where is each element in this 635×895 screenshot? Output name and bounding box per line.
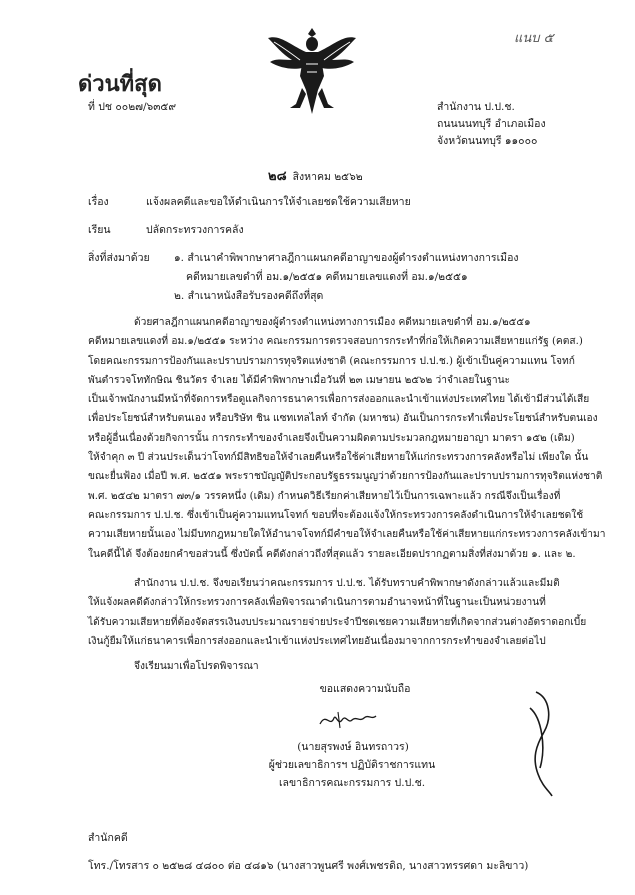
signatory-position: ผู้ช่วยเลขาธิการฯ ปฏิบัติราชการแทน	[268, 759, 436, 771]
body-paragraph-2	[88, 574, 588, 651]
paragraph-line: สำนักงาน ป.ป.ช. จึงขอเรียนว่าคณะกรรมการ ป.ป.ช. ได้รับทราบคำพิพากษาดังกล่าวแล้วและมีมติ	[134, 578, 560, 589]
paragraph-line: พันตำรวจโททักษิณ ชินวัตร จำเลย ได้มีคำพิพากษาเมื่อวันที่ ๒๓ เมษายน ๒๕๖๒ ว่าจำเลยในฐานะ	[88, 374, 511, 386]
paragraph-line: เพื่อประโยชน์สำหรับตนเอง หรือบริษัท ชิน แซทเทลไลท์ จำกัด (มหาชน) อันเป็นการกระทำเพื่อประโยชน์สำหรับตนเอง	[88, 413, 598, 425]
subject-label: เรื่อง	[88, 196, 109, 208]
date-month-year: สิงหาคม ๒๕๖๒	[292, 171, 363, 183]
paragraph-line: เป็นเจ้าพนักงานมีหน้าที่จัดการหรือดูแลกิจการธนาคารเพื่อการส่งออกและนำเข้าแห่งประเทศไทย ได้เข้ามีส่วนได้เสีย	[88, 394, 590, 406]
handwritten-initials-icon	[522, 688, 558, 800]
enclosure-item: คดีหมายเลขดำที่ อม.๑/๒๕๕๑ คดีหมายเลขแดงที่ อม.๑/๒๕๕๑	[186, 271, 468, 283]
paragraph-line: ขณะยื่นฟ้อง เมื่อปี พ.ศ. ๒๕๕๑ พระราชบัญญัติประกอบรัฐธรรมนูญว่าด้วยการป้องกันและปราบปรามการทุจริตแห่งชาติ	[88, 471, 603, 483]
signatory-name: (นายสุรพงษ์ อินทรถาวร)	[297, 741, 409, 753]
paragraph-line: พ.ศ. ๒๕๔๒ มาตรา ๗๓/๑ วรรคหนึ่ง (เดิม) กำหนดวิธีเรียกค่าเสียหายไว้เป็นการเฉพาะแล้ว กรณีจึงเป็นเรื่องที่	[88, 490, 561, 502]
garuda-emblem-icon	[262, 24, 362, 116]
paragraph-line: คณะกรรมการ ป.ป.ช. ซึ่งเข้าเป็นคู่ความแทนโจทก์ ขอบที่จะต้องแจ้งให้กระทรวงการคลังดำเนินการให้จำเลยชดใช้	[88, 509, 584, 521]
page-mark: แนบ ๕	[514, 31, 554, 46]
contact-line: โทร./โทรสาร ๐ ๒๕๒๘ ๔๘๐๐ ต่อ ๔๘๑๖ (นางสาวพูนศรี พงศ์เพชรดิถ, นางสาวทรรศดา มะลิขาว)	[88, 860, 529, 872]
paragraph-line: ความเสียหายนั้นเอง ไม่มีบทกฎหมายใดให้อำนาจโจทก์มีคำขอให้จำเลยคืนหรือใช้ค่าเสียหายแก่กระทรวงการคลังเข้ามา	[88, 529, 606, 541]
paragraph-line: เงินกู้ยืมให้แก่ธนาคารเพื่อการส่งออกและนำเข้าแห่งประเทศไทยอันเนื่องมาจากการกระทำของจำเลยต่อไป	[88, 635, 546, 647]
signatory-position: เลขาธิการคณะกรรมการ ป.ป.ช.	[278, 777, 426, 789]
salutation: ขอแสดงความนับถือ	[319, 683, 411, 695]
address-line: สำนักงาน ป.ป.ช.	[437, 101, 515, 113]
paragraph-line: โดยคณะกรรมการป้องกันและปราบปรามการทุจริตแห่งชาติ (คณะกรรมการ ป.ป.ช.) ผู้เข้าเป็นคู่ความแทน โจทก์	[88, 355, 575, 367]
paragraph-line: ให้จำคุก ๓ ปี ส่วนประเด็นว่าโจทก์มีสิทธิขอให้จำเลยคืนหรือใช้ค่าเสียหายให้แก่กระทรวงการคลังหรือไม่ เพียงใด นั้น	[88, 452, 589, 464]
urgency-heading: ด่วนที่สุด	[78, 72, 162, 97]
paragraph-line: ด้วยศาลฎีกาแผนกคดีอาญาของผู้ดำรงตำแหน่งทางการเมือง คดีหมายเลขดำที่ อม.๑/๒๕๕๑	[134, 317, 531, 328]
recipient-label: เรียน	[88, 224, 111, 236]
enclosure-item: ๒. สำเนาหนังสือรับรองคดีถึงที่สุด	[174, 290, 324, 302]
address-line: จังหวัดนนทบุรี ๑๑๐๐๐	[437, 135, 538, 147]
subject-text: แจ้งผลคดีและขอให้ดำเนินการให้จำเลยชดใช้ความเสียหาย	[146, 196, 411, 208]
paragraph-line: ให้แจ้งผลคดีดังกล่าวให้กระทรวงการคลังเพื่อพิจารณาดำเนินการตามอำนาจหน้าที่ในฐานะเป็นหน่วยงานที่	[88, 597, 546, 609]
recipient-text: ปลัดกระทรวงการคลัง	[146, 224, 244, 236]
paragraph-line: หรือผู้อื่นเนื่องด้วยกิจการนั้น การกระทำของจำเลยจึงเป็นความผิดตามประมวลกฎหมายอาญา มาตรา ๑๕๒ (เดิม)	[88, 432, 575, 444]
closing-request: จึงเรียนมาเพื่อโปรดพิจารณา	[134, 661, 259, 672]
paragraph-line: ได้รับความเสียหายที่ต้องจัดสรรเงินงบประมาณรายจ่ายประจำปีชดเชยความเสียหายที่เกิดจากส่วนต่างอัตราดอกเบี้ย	[88, 616, 587, 628]
date-day: ๒๘	[268, 169, 287, 184]
sender-address	[437, 99, 546, 150]
body-paragraph-1	[88, 313, 606, 564]
paragraph-line: คดีหมายเลขแดงที่ อม.๑/๒๕๕๑ ระหว่าง คณะกรรมการตรวจสอบการกระทำที่ก่อให้เกิดความเสียหายแก่รัฐ (คตส.)	[88, 336, 583, 348]
letter-date	[268, 165, 363, 186]
address-line: ถนนนนทบุรี อำเภอเมือง	[437, 118, 546, 130]
handwritten-signature-icon	[318, 708, 378, 732]
department: สำนักคดี	[88, 832, 128, 844]
enclosure-item: ๑. สำเนาคำพิพากษาศาลฎีกาแผนกคดีอาญาของผู้ดำรงตำแหน่งทางการเมือง	[174, 252, 519, 264]
reference-number: ที่ ปช ๐๐๒๗/๖๓๕๙	[88, 101, 177, 113]
enclosures-label: สิ่งที่ส่งมาด้วย	[88, 252, 150, 264]
paragraph-line: ในคดีนี้ได้ จึงต้องยกคำขอส่วนนี้ ซึ่งบัดนี้ คดีดังกล่าวถึงที่สุดแล้ว รายละเอียดปรากฏตามสิ่งที่ส่งมาด้วย ๑. และ ๒.	[88, 548, 576, 560]
